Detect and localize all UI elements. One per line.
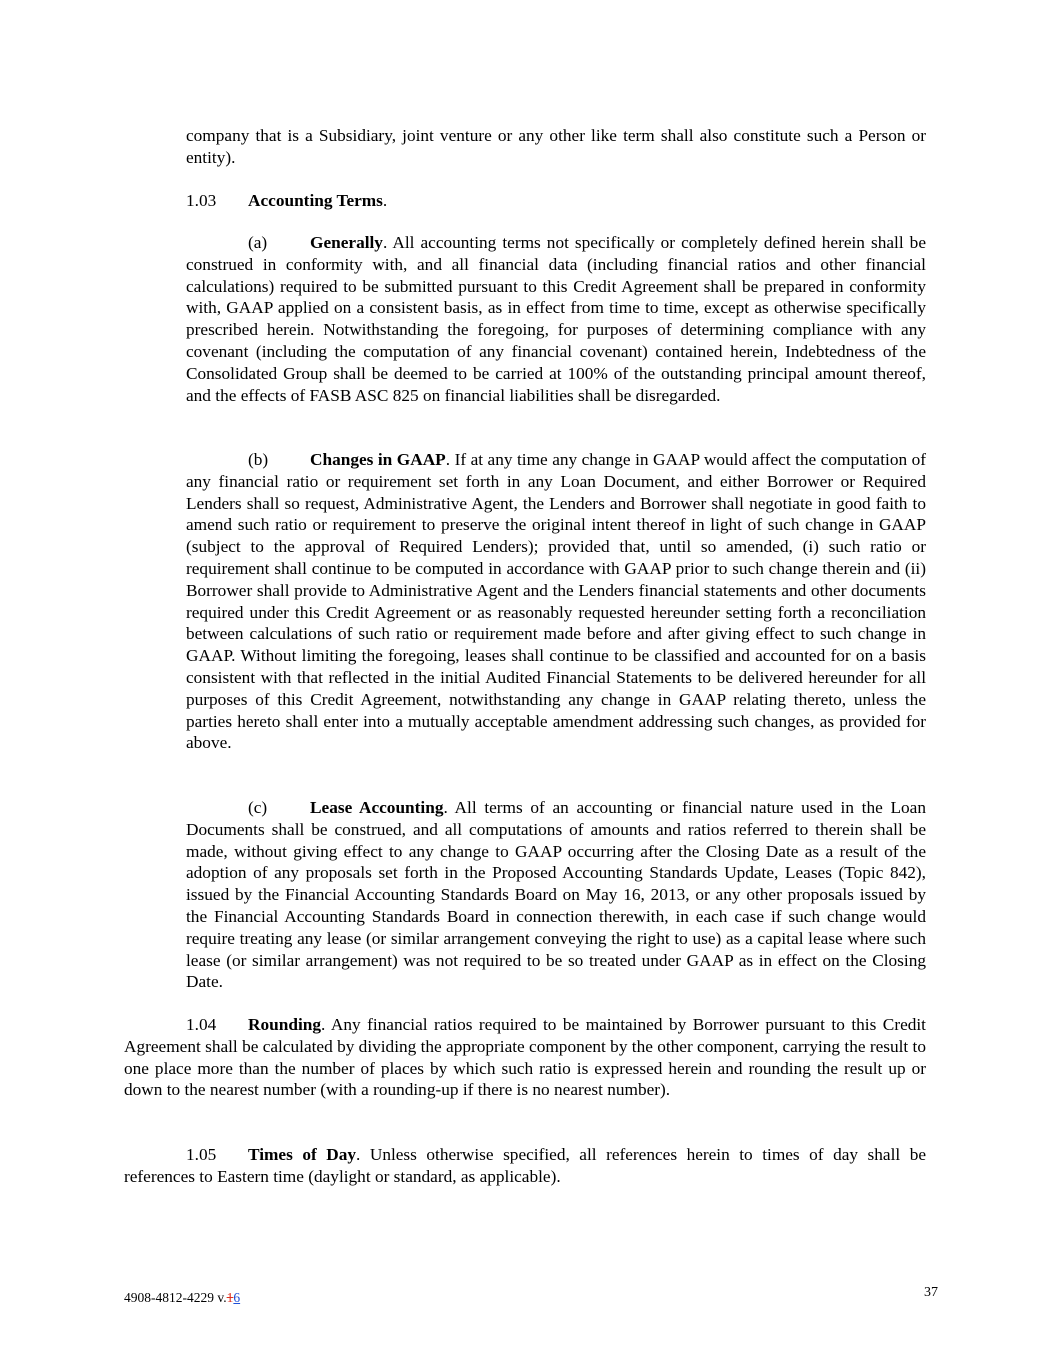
footer-doc-id-text: 4908-4812-4229 v.	[124, 1290, 227, 1305]
section-1-03-number: 1.03	[186, 191, 217, 210]
section-1-04-text: . Any financial ratios required to be maintained by Borrower pursuant to this Credit Agreement shall be calculated by dividing the appropriate component by the other component, carrying the result to one place more than the number of places by which such ratio is expressed herein and rounding the result up or down to the nearest number (with a rounding-up if there is no nearest number).	[124, 1015, 926, 1100]
section-1-03-b-text: . If at any time any change in GAAP would affect the computation of any financial ratio or requirement set forth in any Loan Document, and either Borrower or Required Lenders shall so request, Administrative Agent, the Lenders and Borrower shall negotiate in good faith to amend such ratio or requirement to preserve the original intent thereof in light of such change in GAAP (subject to the approval of Required Lenders); provided that, until so amended, (i) such ratio or requirement shall continue to be computed in accordance with GAAP prior to such change therein and (ii) Borrower shall provide to Administrative Agent and the Lenders financial statements and other documents required under this Credit Agreement or as reasonably requested hereunder setting forth a reconciliation between calculations of such ratio or requirement made before and after giving effect to such change in GAAP. Without limiting the foregoing, leases shall continue to be classified and accounted for on a basis consistent with that reflected in the initial Audited Financial Statements to be delivered hereunder for all purposes of this Credit Agreement, notwithstanding any change in GAAP relating thereto, unless the parties hereto shall enter into a mutually acceptable amendment addressing such changes, as provided for above.	[186, 450, 927, 753]
section-1-03-c-label: (c)	[248, 798, 268, 817]
section-1-05-text: . Unless otherwise specified, all references herein to times of day shall be references to Eastern time (daylight or standard, as applicable).	[124, 1145, 926, 1186]
section-1-03-heading	[186, 190, 926, 212]
section-1-03-c	[186, 797, 926, 993]
page-number: 37	[924, 1285, 938, 1300]
section-1-03-c-title: Lease Accounting	[310, 798, 444, 817]
footer-version-deleted: 1	[226, 1290, 234, 1305]
footer-version-inserted: 6	[233, 1290, 241, 1305]
section-1-05-title: Times of Day	[248, 1145, 356, 1164]
section-1-04-title: Rounding	[248, 1015, 322, 1034]
section-1-04-number: 1.04	[186, 1015, 217, 1034]
section-1-03-a	[186, 232, 926, 406]
section-1-03-a-title: Generally	[310, 233, 383, 252]
section-1-02-tail-text: company that is a Subsidiary, joint venture or any other like term shall also constitute such a Person or entity).	[186, 126, 926, 167]
section-1-02-tail	[186, 125, 926, 169]
section-1-03-title: Accounting Terms	[248, 191, 383, 210]
section-1-03-c-text: . All terms of an accounting or financial nature used in the Loan Documents shall be construed, and all computations of amounts and ratios referred to therein shall be made, without giving effect to any change to GAAP occurring after the Closing Date as a result of the adoption of any proposals set forth in the Proposed Accounting Standards Update, Leases (Topic 842), issued by the Financial Accounting Standards Board on May 16, 2013, or any other proposals issued by the Financial Accounting Standards Board in connection therewith, in each case if such change would require treating any lease (or similar arrangement conveying the right to use) as a capital lease where such lease (or similar arrangement) was not required to be so treated under GAAP as in effect on the Closing Date.	[186, 798, 926, 992]
section-1-03-b-title: Changes in GAAP	[310, 450, 446, 469]
section-1-03-a-text: . All accounting terms not specifically or completely defined herein shall be construed in conformity with, and all financial data (including financial ratios and other financial calculations) required to be submitted pursuant to this Credit Agreement shall be prepared in conformity with, GAAP applied on a consistent basis, as in effect from time to time, except as otherwise specifically prescribed herein. Notwithstanding the foregoing, for purposes of determining compliance with any covenant (including the computation of any financial covenant) contained herein, Indebtedness of the Consolidated Group shall be deemed to be carried at 100% of the outstanding principal amount thereof, and the effects of FASB ASC 825 on financial liabilities shall be disregarded.	[186, 233, 926, 405]
section-1-05	[124, 1144, 926, 1188]
section-1-05-number: 1.05	[186, 1145, 217, 1164]
section-1-03-punct: .	[382, 191, 388, 210]
section-1-03-b-label: (b)	[248, 450, 269, 469]
footer-doc-id	[124, 1290, 240, 1306]
section-1-03-b	[186, 449, 926, 754]
section-1-04	[124, 1014, 926, 1101]
section-1-03-a-label: (a)	[248, 233, 268, 252]
